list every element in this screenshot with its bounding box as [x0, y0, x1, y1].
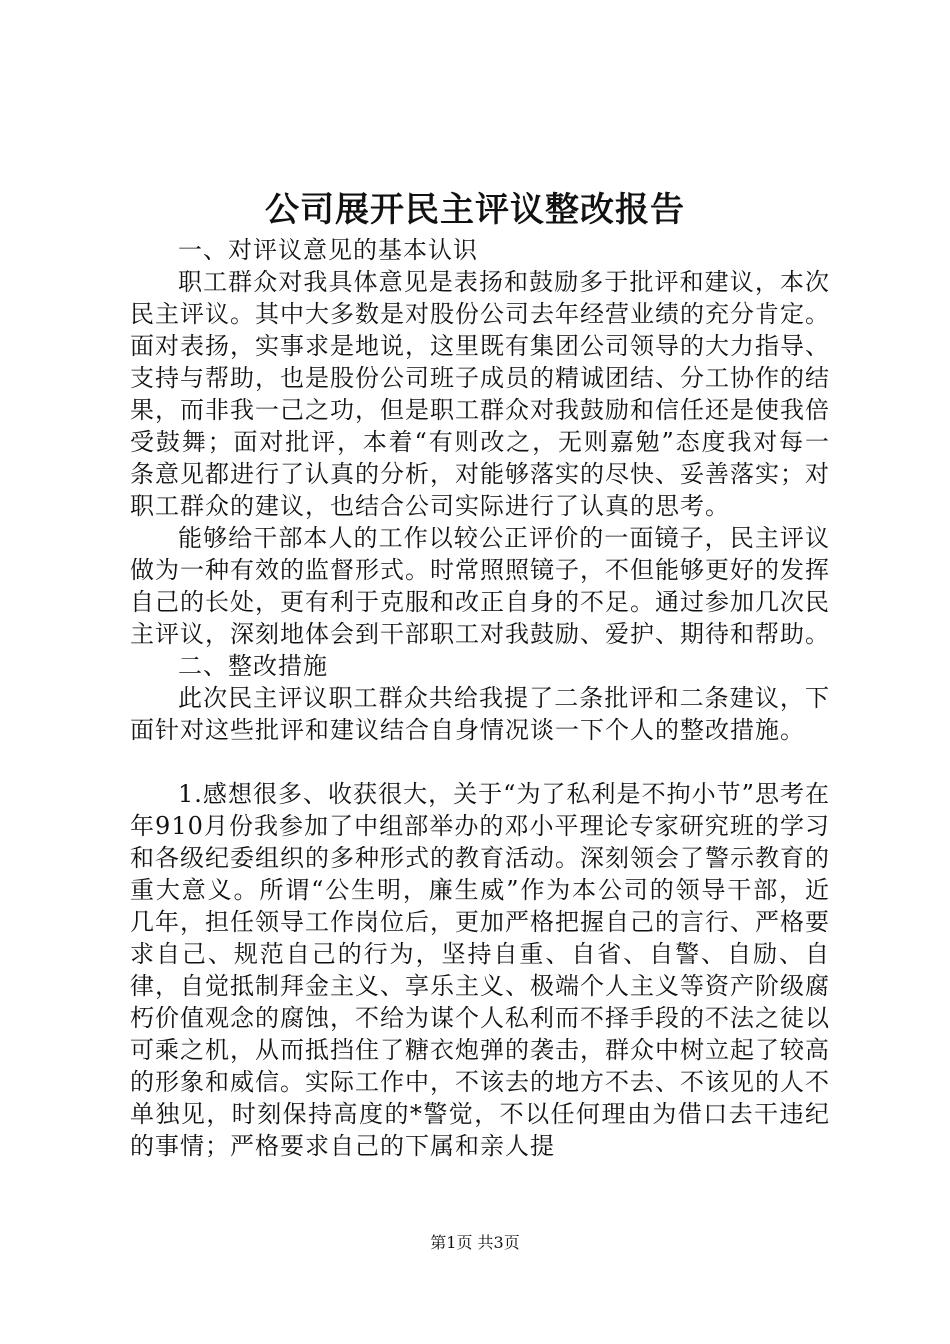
section-heading-2: 二、整改措施: [178, 652, 328, 680]
section-heading-1: 一、对评议意见的基本认识: [178, 236, 478, 264]
page-number: 第1页 共3页: [430, 1233, 520, 1252]
paragraph: 此次民主评议职工群众共给我提了二条批评和二条建议，下面针对这些批评和建议结合自身情况谈一下个人的整改措施。: [130, 684, 830, 744]
paragraph: 1.感想很多、收获很大，关于“为了私利是不拘小节”思考在年910月份我参加了中组部举办的邓小平理论专家研究班的学习和各级纪委组织的多种形式的教育活动。深刻领会了警示教育的重大意义。所谓“公生明，廉生威”作为本公司的领导干部，近几年，担任领导工作岗位后，更加严格把握自己的言行、严格要求自己、规范自己的行为，坚持自重、自省、自警、自励、自律，自觉抵制拜金主义、享乐主义、极端个人主义等资产阶级腐朽价值观念的腐蚀，不给为谋个人私利而不择手段的不法之徒以可乘之机，从而抵挡住了糖衣炮弹的袭击，群众中树立起了较高的形象和威信。实际工作中，不该去的地方不去、不该见的人不单独见，时刻保持高度的*警觉，不以任何理由为借口去干违纪的事情；严格要求自己的下属和亲人提: [130, 780, 830, 1160]
page-title: 公司展开民主评议整改报告: [265, 190, 685, 230]
document-body: [130, 234, 830, 1162]
paragraph: 能够给干部本人的工作以较公正评价的一面镜子，民主评议做为一种有效的监督形式。时常照照镜子，不但能够更好的发挥自己的长处，更有利于克服和改正自身的不足。通过参加几次民主评议，深刻地体会到干部职工对我鼓励、爱护、期待和帮助。: [130, 524, 830, 648]
paragraph-gap: [130, 746, 830, 778]
paragraph: 职工群众对我具体意见是表扬和鼓励多于批评和建议，本次民主评议。其中大多数是对股份公司去年经营业绩的充分肯定。面对表扬，实事求是地说，这里既有集团公司领导的大力指导、支持与帮助，也是股份公司班子成员的精诚团结、分工协作的结果，而非我一己之功，但是职工群众对我鼓励和信任还是使我倍受鼓舞；面对批评，本着“有则改之，无则嘉勉”态度我对每一条意见都进行了认真的分析，对能够落实的尽快、妥善落实；对职工群众的建议，也结合公司实际进行了认真的思考。: [130, 268, 830, 520]
